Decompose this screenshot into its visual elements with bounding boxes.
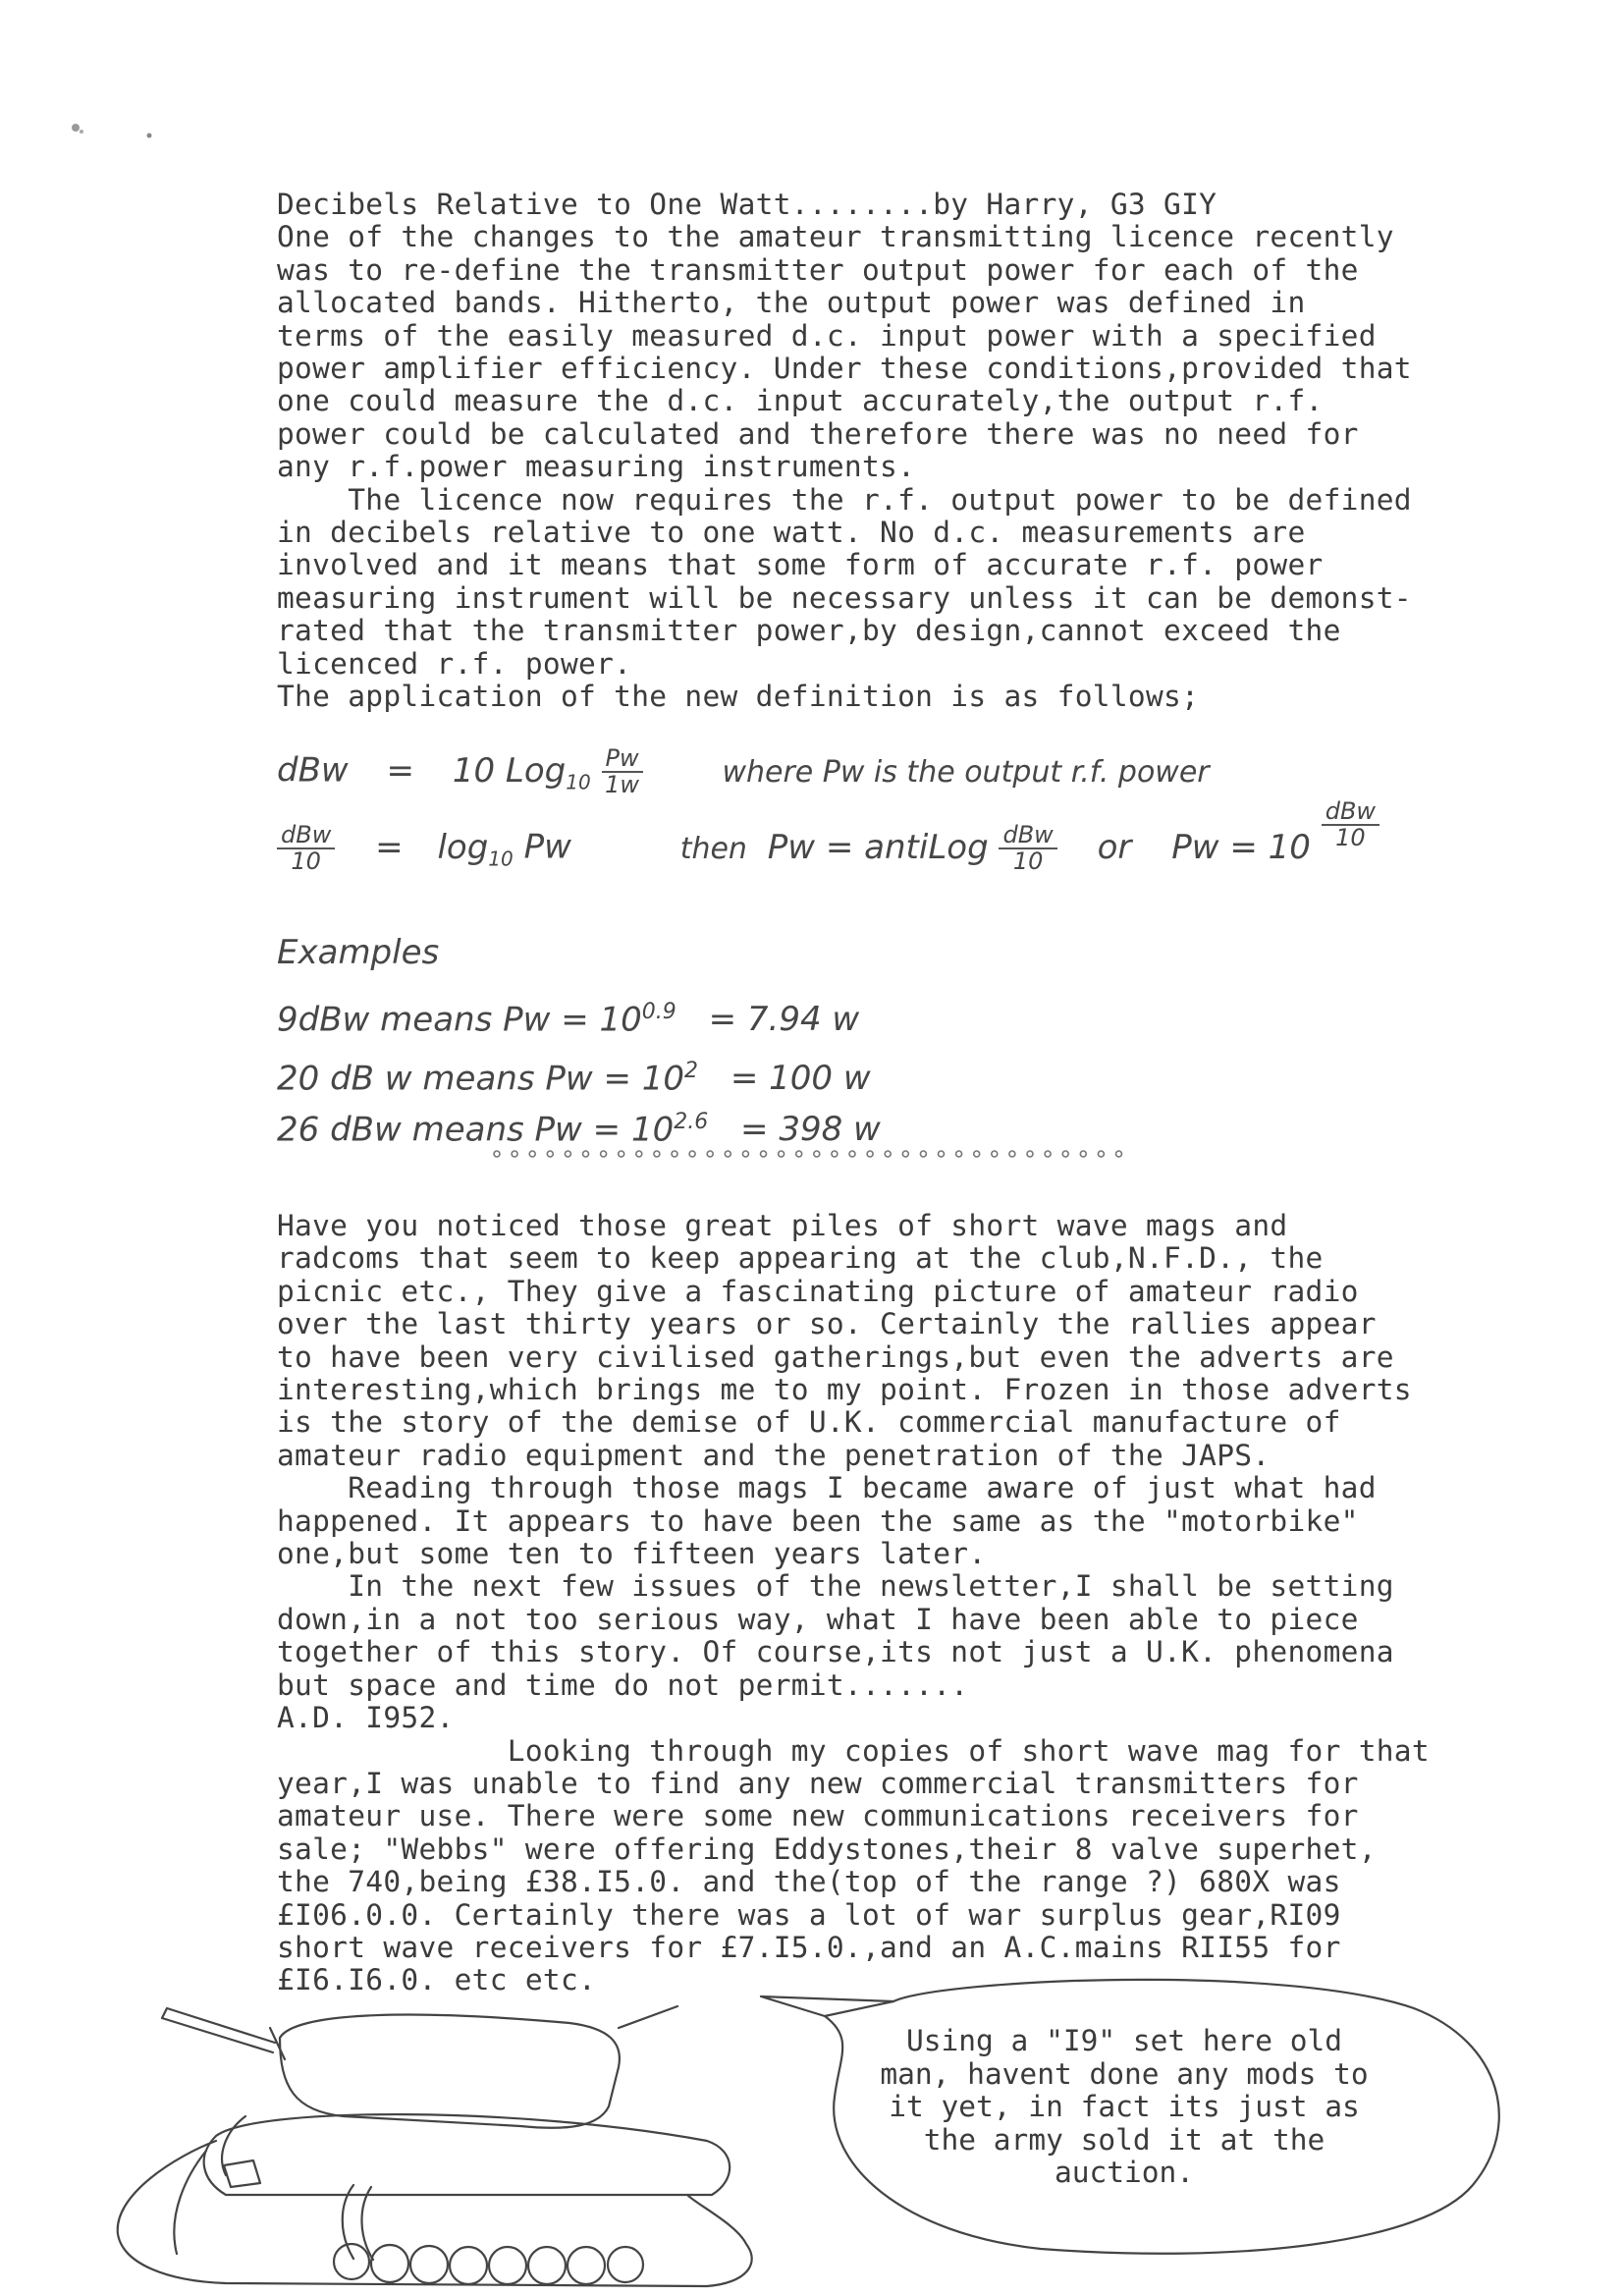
article-commercial-equipment-text: Have you noticed those great piles of short wave mags and radcoms that seem to keep appearing at the club,N.F.D., the picnic etc., They give a fascinating picture of amateur radio over the last thirty years or so. Certainly the rallies appear to have been very civilised gatherings,but even the adverts are interesting,which brings me to my point. Frozen in those adverts is the story of the demise of U.K. commercial manufacture of amateur radio equipment and the penetration of the JAPS. Reading through those mags I became aware of just what had happened. It appears to have been the same as the "motorbike" one,but some ten to fifteen years later. In the next few issues of the newsletter,I shall be setting down,in a not too serious way, what I have been able to piece together of this story. Of course,its not just a U.K. phenomena but space and time do not permit....... A.D. I952. Looking through my copies of short wave mag for that year,I was unable to find any new commercial transmitters for amateur use. There were some new communications receivers for sale; "Webbs" were offering Eddystones,their 8 valve superhet, the 740,being £38.I5.0. and the(top of the range ?) 680X was £I06.0.0. Certainly there was a lot of war surplus gear,RI09 short wave receivers for £7.I5.0.,and an A.C.mains RII55 for £I6.I6.0. etc etc.: [277, 1209, 1430, 1997]
separator-dot: [849, 1151, 855, 1157]
separator-dot: [814, 1151, 820, 1157]
separator-dot: [1080, 1151, 1086, 1157]
separator-dot: [601, 1151, 607, 1157]
separator-dot: [902, 1151, 908, 1157]
separator-dot: [529, 1151, 535, 1157]
separator-dot: [1062, 1151, 1068, 1157]
article-decibels-text: Decibels Relative to One Watt........by Harry, G3 GIY One of the changes to the amateur transmitting licence recently was to re-define the transmitter output power for each of the allocated bands. Hitherto, the output power was defined in terms of the easily measured d.c. input power with a specified power amplifier efficiency. Under these conditions,provided that one could measure the d.c. input accurately,the output r.f. power could be calculated and therefore there was no need for any r.f.power measuring instruments. The licence now requires the r.f. output power to be defined in decibels relative to one watt. No d.c. measurements are involved and it means that some form of accurate r.f. power measuring instrument will be necessary unless it can be demonst- rated that the transmitter power,by design,cannot exceed the licenced r.f. power. The application of the new definition is as follows;: [277, 188, 1412, 714]
separator-dot: [779, 1151, 784, 1157]
example-9dbw: 9dBw means $Pw = 10^{0.9} = 7.94$ w: [277, 1000, 860, 1040]
separator-dot: [547, 1151, 553, 1157]
separator-dot: [832, 1151, 838, 1157]
separator-dot: [796, 1151, 802, 1157]
separator-dot: [1116, 1151, 1122, 1157]
separator-dot: [512, 1151, 517, 1157]
separator-dot: [636, 1151, 642, 1157]
separator-dot: [974, 1151, 980, 1157]
separator-dot: [1009, 1151, 1015, 1157]
separator-dot: [761, 1151, 767, 1157]
separator-dot: [1027, 1151, 1033, 1157]
separator-dot: [885, 1151, 891, 1157]
separator-dot: [1045, 1151, 1051, 1157]
separator-dot: [992, 1151, 998, 1157]
separator-dot: [920, 1151, 926, 1157]
example-20dbw: 20 dB w means $Pw = 10^2 = 100$ w: [277, 1059, 871, 1099]
dotted-separator: [491, 1147, 1139, 1161]
separator-dot: [619, 1151, 624, 1157]
separator-dot: [867, 1151, 873, 1157]
formula-dbw-definition: dBw = 10 Log$_{10}$ $\frac{Pw}{1w}$ where Pw is the output r.f. power: [277, 744, 1210, 799]
separator-dot: [565, 1151, 570, 1157]
example-26dbw: 26 dBw means $Pw = 10^{2.6} = 398$ w: [277, 1110, 881, 1150]
speech-bubble-text: Using a "I9" set here old man, havent done any mods to it yet, in fact its just as the army sold it at the auction.: [880, 2024, 1369, 2189]
separator-dot: [689, 1151, 695, 1157]
separator-dot: [583, 1151, 589, 1157]
tank-drawing: [118, 2006, 752, 2286]
separator-dot: [939, 1151, 945, 1157]
formula-antilog: $\frac{\text{dBw}}{10}$ = $\log_{10} Pw$ then Pw = antiLog $\frac{\text{dBw}}{10}$ or Pw = 10 $\frac{\text{dBw}}{10}$: [277, 823, 1380, 874]
separator-dot: [725, 1151, 730, 1157]
separator-dot: [654, 1151, 660, 1157]
separator-dot: [707, 1151, 713, 1157]
scan-specks: [59, 113, 177, 152]
separator-dot: [494, 1151, 500, 1157]
examples-label: Examples: [277, 933, 440, 972]
separator-dot: [742, 1151, 748, 1157]
separator-dot: [956, 1151, 962, 1157]
separator-dot: [1098, 1151, 1104, 1157]
separator-dot: [672, 1151, 677, 1157]
